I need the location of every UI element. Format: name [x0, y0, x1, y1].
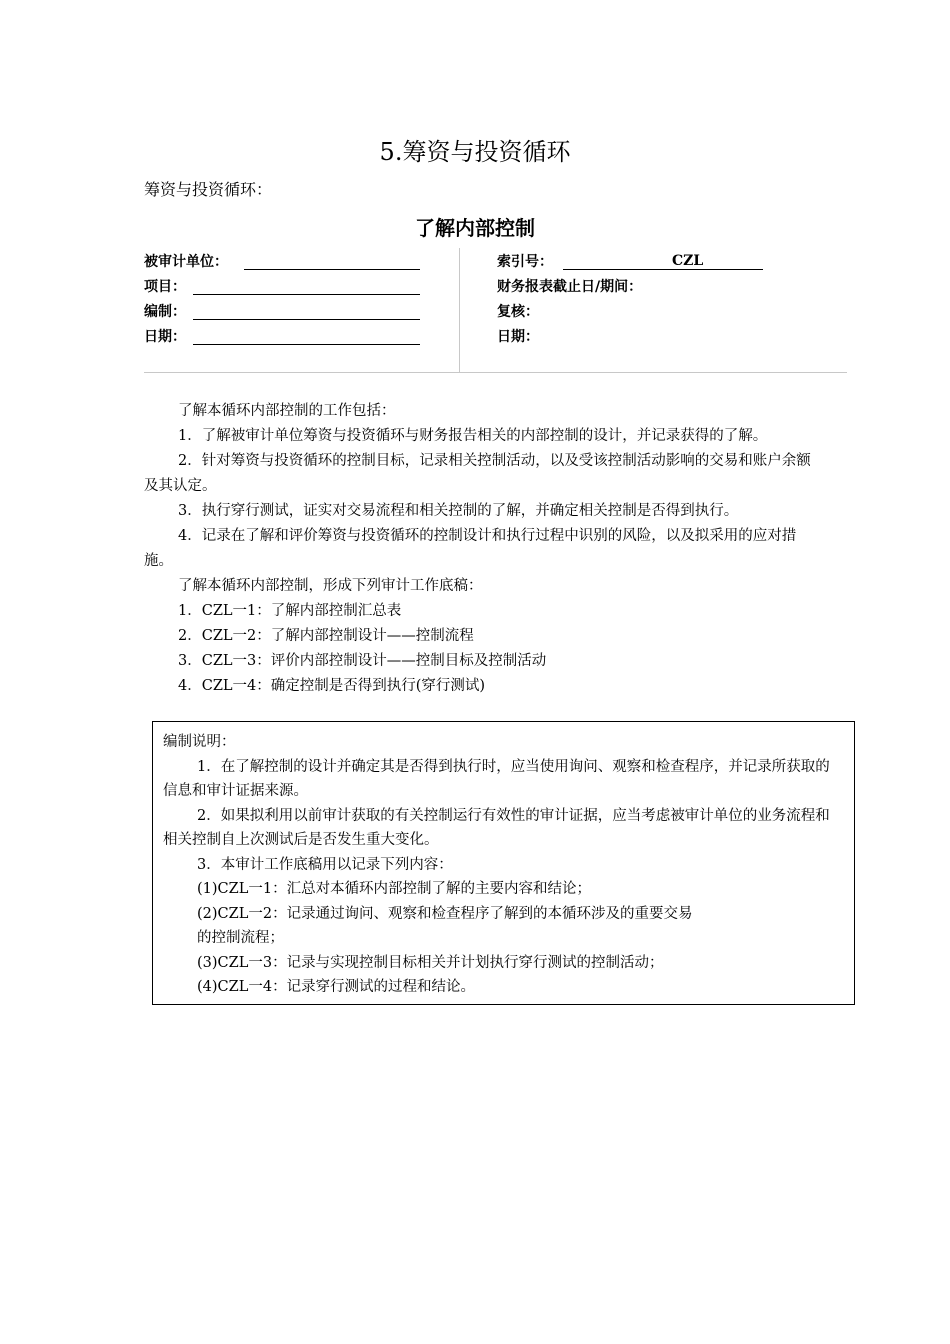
prepared-field[interactable]	[193, 319, 420, 320]
page-title: 5.筹资与投资循环	[379, 138, 571, 166]
note-paragraph: 1．在了解控制的设计并确定其是否得到执行时，应当使用询问、观察和检查程序，并记录所获取的信息和审计证据来源。	[163, 758, 830, 799]
period-label: 财务报表截止日/期间：	[497, 279, 643, 295]
auditee-label: 被审计单位：	[144, 254, 228, 270]
date-label-right: 日期：	[497, 329, 539, 345]
section-label: 筹资与投资循环：	[144, 180, 273, 199]
header-divider	[144, 372, 847, 373]
body-section	[144, 399, 824, 699]
work-item: 4．记录在了解和评价筹资与投资循环的控制设计和执行过程中识别的风险，以及拟采用的应对措施。	[144, 528, 797, 569]
paper-item: 2．CZL一2：了解内部控制设计——控制流程	[178, 628, 474, 644]
note-subitem: 的控制流程；	[197, 930, 284, 946]
project-field[interactable]	[193, 294, 420, 295]
review-label: 复核：	[497, 304, 539, 320]
note-paragraph: 2．如果拟利用以前审计获取的有关控制运行有效性的审计证据，应当考虑被审计单位的业务流程和相关控制自上次测试后是否发生重大变化。	[163, 807, 830, 848]
paper-item: 4．CZL一4：确定控制是否得到执行(穿行测试)	[178, 678, 486, 694]
auditee-field[interactable]	[244, 269, 420, 270]
date-label-left: 日期：	[144, 329, 186, 345]
prepared-label: 编制：	[144, 304, 186, 320]
intro-paragraph: 了解本循环内部控制的工作包括：	[178, 403, 396, 419]
notes-title: 编制说明：	[163, 734, 236, 750]
note-paragraph: 3．本审计工作底稿用以记录下列内容：	[197, 856, 453, 873]
note-subitem: (2)CZL一2：记录通过询问、观察和检查程序了解到的本循环涉及的重要交易	[197, 905, 693, 922]
note-subitem: (3)CZL一3：记录与实现控制目标相关并计划执行穿行测试的控制活动；	[197, 954, 664, 971]
date-field-left[interactable]	[193, 344, 420, 345]
work-item: 1．了解被审计单位筹资与投资循环与财务报告相关的内部控制的设计，并记录获得的了解。	[178, 428, 768, 444]
index-field[interactable]	[563, 269, 763, 270]
form-title: 了解内部控制	[415, 216, 535, 240]
index-label: 索引号：	[497, 254, 553, 270]
note-subitem: (4)CZL一4：记录穿行测试的过程和结论。	[197, 979, 476, 995]
paper-item: 1．CZL一1：了解内部控制汇总表	[178, 603, 402, 619]
project-label: 项目：	[144, 279, 186, 295]
column-divider	[459, 248, 460, 372]
preparation-notes-box	[152, 721, 855, 1005]
paper-item: 3．CZL一3：评价内部控制设计——控制目标及控制活动	[178, 653, 547, 669]
papers-intro: 了解本循环内部控制，形成下列审计工作底稿：	[178, 578, 483, 594]
note-subitem: (1)CZL一1：汇总对本循环内部控制了解的主要内容和结论；	[197, 881, 592, 897]
work-item: 3．执行穿行测试，证实对交易流程和相关控制的了解，并确定相关控制是否得到执行。	[178, 503, 739, 519]
work-item: 2．针对筹资与投资循环的控制目标，记录相关控制活动，以及受该控制活动影响的交易和账户余额及其认定。	[144, 453, 811, 494]
index-value: CZL	[672, 253, 704, 269]
